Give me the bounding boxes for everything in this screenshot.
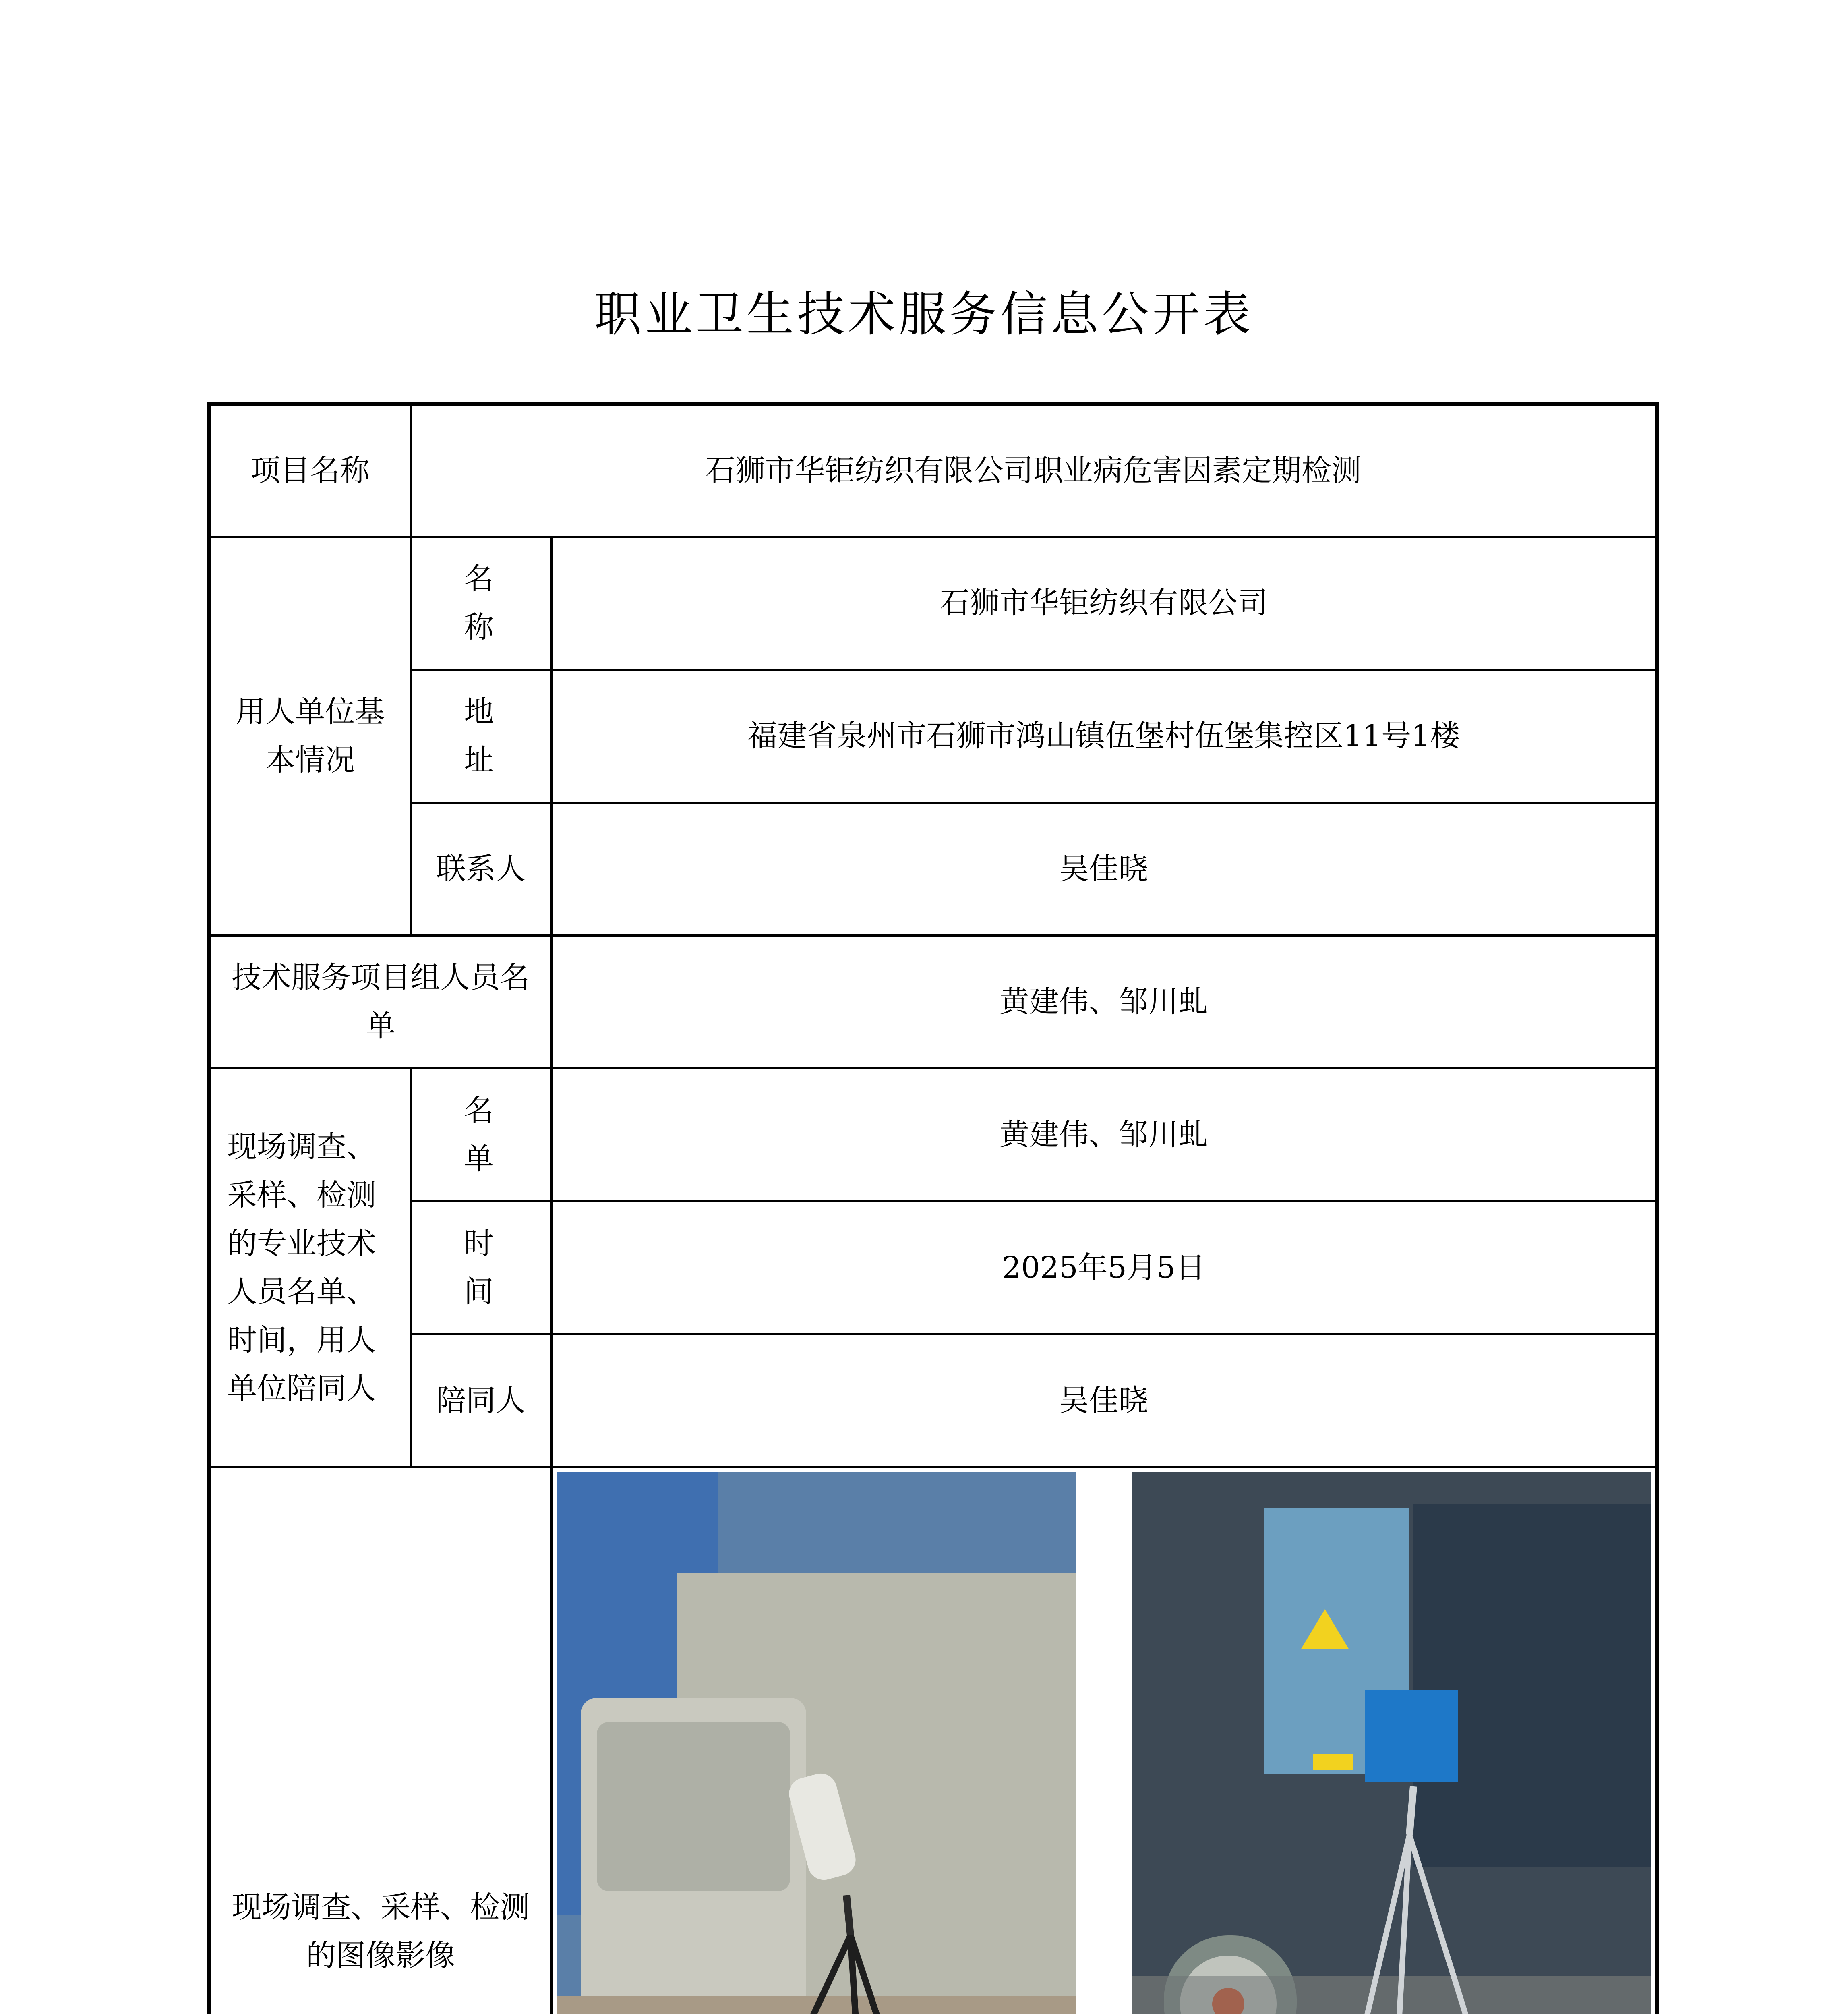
onsite-time-label: 时 间 — [410, 1201, 551, 1334]
team-value: 黄建伟、邹川虬 — [551, 935, 1657, 1068]
onsite-section-label: 现场调查、采样、检测的专业技术人员名单、时间，用人单位陪同人 — [209, 1068, 410, 1467]
employer-contact-label: 联系人 — [410, 802, 551, 935]
dust-sampler-photo-graphic — [1132, 1472, 1651, 2014]
onsite-escort-label: 陪同人 — [410, 1334, 551, 1467]
onsite-list-label: 名 单 — [410, 1068, 551, 1201]
dust-sampler-photo — [1132, 1472, 1651, 2014]
employer-section-label: 用人单位基本情况 — [209, 537, 410, 935]
project-value: 石狮市华钜纺织有限公司职业病危害因素定期检测 — [410, 404, 1657, 537]
team-label: 技术服务项目组人员名单 — [209, 935, 551, 1068]
row-employer-contact — [209, 802, 1657, 935]
row-onsite-escort — [209, 1334, 1657, 1467]
row-team — [209, 935, 1657, 1068]
sound-level-meter-photo-graphic — [557, 1472, 1076, 2014]
project-label: 项目名称 — [209, 404, 410, 537]
row-onsite-time — [209, 1201, 1657, 1334]
row-employer-address — [209, 669, 1657, 802]
employer-address-label: 地 址 — [410, 669, 551, 802]
images-cell — [551, 1467, 1657, 2014]
employer-name-value: 石狮市华钜纺织有限公司 — [551, 537, 1657, 669]
onsite-list-value: 黄建伟、邹川虬 — [551, 1068, 1657, 1201]
page-title: 职业卫生技术服务信息公开表 — [594, 286, 1254, 342]
employer-contact-value: 吴佳晓 — [551, 802, 1657, 935]
row-images — [209, 1467, 1657, 2014]
onsite-escort-value: 吴佳晓 — [551, 1334, 1657, 1467]
onsite-time-value: 2025年5月5日 — [551, 1201, 1657, 1334]
row-employer-name — [209, 537, 1657, 669]
images-label: 现场调查、采样、检测的图像影像 — [209, 1467, 551, 2014]
employer-name-label: 名 称 — [410, 537, 551, 669]
info-table — [207, 402, 1659, 2014]
row-project — [209, 404, 1657, 537]
sound-level-meter-photo — [557, 1472, 1076, 2014]
photo-container — [557, 1472, 1651, 2014]
employer-address-value: 福建省泉州市石狮市鸿山镇伍堡村伍堡集控区11号1楼 — [551, 669, 1657, 802]
row-onsite-list — [209, 1068, 1657, 1201]
